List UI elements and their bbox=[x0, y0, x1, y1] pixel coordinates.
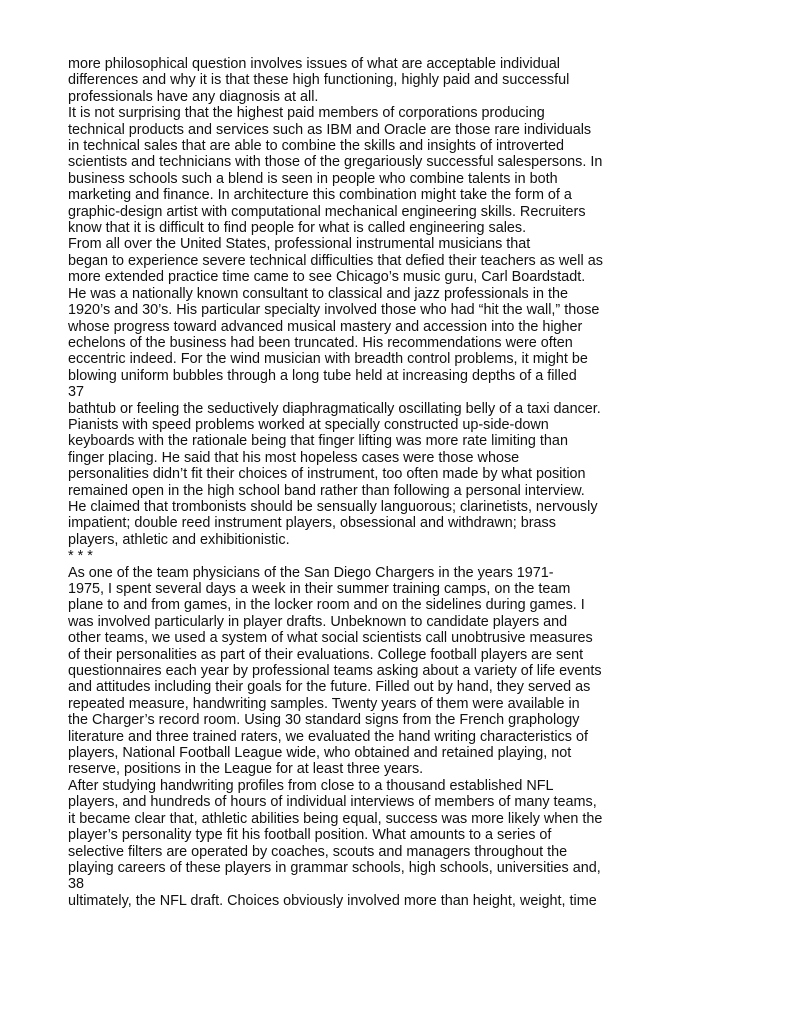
text-line: other teams, we used a system of what social scientists call unobtrusive measures bbox=[68, 630, 593, 647]
text-line: It is not surprising that the highest paid members of corporations producing bbox=[68, 105, 545, 122]
text-line: He claimed that trombonists should be sensually languorous; clarinetists, nervously bbox=[68, 498, 598, 515]
text-line: more philosophical question involves issues of what are acceptable individual bbox=[68, 56, 560, 72]
text-line: After studying handwriting profiles from close to a thousand established NFL bbox=[68, 777, 554, 794]
text-line: it became clear that, athletic abilities being equal, success was more likely when the bbox=[68, 810, 603, 827]
text-line: playing careers of these players in grammar schools, high schools, universities and, bbox=[68, 859, 601, 876]
text-line: players, and hundreds of hours of individual interviews of members of many teams, bbox=[68, 794, 597, 811]
text-line: personalities didn’t fit their choices of instrument, too often made by what position bbox=[68, 466, 586, 483]
text-line: professionals have any diagnosis at all. bbox=[68, 88, 319, 105]
text-line: in technical sales that are able to combine the skills and insights of introverted bbox=[68, 138, 564, 155]
text-line: From all over the United States, professional instrumental musicians that bbox=[68, 236, 531, 253]
text-line: questionnaires each year by professional teams asking about a variety of life events bbox=[68, 663, 602, 680]
document-page bbox=[68, 56, 648, 909]
text-line: players, athletic and exhibitionistic. bbox=[68, 531, 290, 548]
text-line: finger placing. He said that his most hopeless cases were those whose bbox=[68, 449, 520, 466]
text-line: remained open in the high school band rather than following a personal interview. bbox=[68, 482, 585, 499]
text-line: Pianists with speed problems worked at specially constructed up-side-down bbox=[68, 416, 549, 433]
text-line: marketing and finance. In architecture this combination might take the form of a bbox=[68, 187, 572, 204]
text-line: reserve, positions in the League for at least three years. bbox=[68, 761, 424, 778]
text-line: was involved particularly in player drafts. Unbeknown to candidate players and bbox=[68, 613, 568, 630]
text-line: selective filters are operated by coaches, scouts and managers throughout the bbox=[68, 843, 568, 860]
page-number: 37 bbox=[68, 384, 85, 401]
text-line: the Charger’s record room. Using 30 standard signs from the French graphology bbox=[68, 712, 580, 729]
text-line: 1975, I spent several days a week in their summer training camps, on the team bbox=[68, 581, 571, 597]
text-line: graphic-design artist with computational mechanical engineering skills. Recruiters bbox=[68, 203, 586, 220]
text-line: impatient; double reed instrument players, obsessional and withdrawn; brass bbox=[68, 515, 556, 532]
page-number: 38 bbox=[68, 876, 85, 893]
text-line: whose progress toward advanced musical mastery and accession into the higher bbox=[68, 318, 583, 335]
text-line: 1920’s and 30’s. His particular specialty involved those who had “hit the wall,” those bbox=[68, 302, 600, 319]
section-break: * * * bbox=[68, 548, 93, 565]
text-line: keyboards with the rationale being that finger lifting was more rate limiting than bbox=[68, 433, 568, 450]
text-line: blowing uniform bubbles through a long tube held at increasing depths of a filled bbox=[68, 367, 577, 384]
text-line: player’s personality type fit his football position. What amounts to a series of bbox=[68, 827, 552, 844]
text-line: scientists and technicians with those of the gregariously successful salespersons. In bbox=[68, 154, 603, 171]
text-line: know that it is difficult to find people for what is called engineering sales. bbox=[68, 220, 527, 237]
text-line: more extended practice time came to see Chicago’s music guru, Carl Boardstadt. bbox=[68, 269, 586, 286]
text-line: of their personalities as part of their evaluations. College football players are sent bbox=[68, 646, 584, 663]
text-line: plane to and from games, in the locker room and on the sidelines during games. I bbox=[68, 597, 585, 614]
text-line: eccentric indeed. For the wind musician with breadth control problems, it might be bbox=[68, 351, 588, 368]
text-line: repeated measure, handwriting samples. Twenty years of them were available in bbox=[68, 695, 580, 712]
text-line: He was a nationally known consultant to classical and jazz professionals in the bbox=[68, 285, 568, 302]
text-line: technical products and services such as IBM and Oracle are those rare individuals bbox=[68, 121, 592, 138]
text-line: bathtub or feeling the seductively diaphragmatically oscillating belly of a taxi dancer. bbox=[68, 400, 601, 417]
text-line: literature and three trained raters, we evaluated the hand writing characteristics of bbox=[68, 728, 588, 745]
text-line: began to experience severe technical difficulties that defied their teachers as well as bbox=[68, 252, 603, 269]
text-line: business schools such a blend is seen in people who combine talents in both bbox=[68, 170, 558, 187]
text-line: As one of the team physicians of the San Diego Chargers in the years 1971- bbox=[68, 564, 554, 581]
text-line: players, National Football League wide, who obtained and retained playing, not bbox=[68, 745, 572, 762]
text-line: differences and why it is that these high functioning, highly paid and successful bbox=[68, 72, 570, 89]
text-line: ultimately, the NFL draft. Choices obviously involved more than height, weight, time bbox=[68, 892, 597, 909]
text-line: echelons of the business had been truncated. His recommendations were often bbox=[68, 334, 573, 351]
text-line: and attitudes including their goals for the future. Filled out by hand, they served as bbox=[68, 679, 591, 696]
